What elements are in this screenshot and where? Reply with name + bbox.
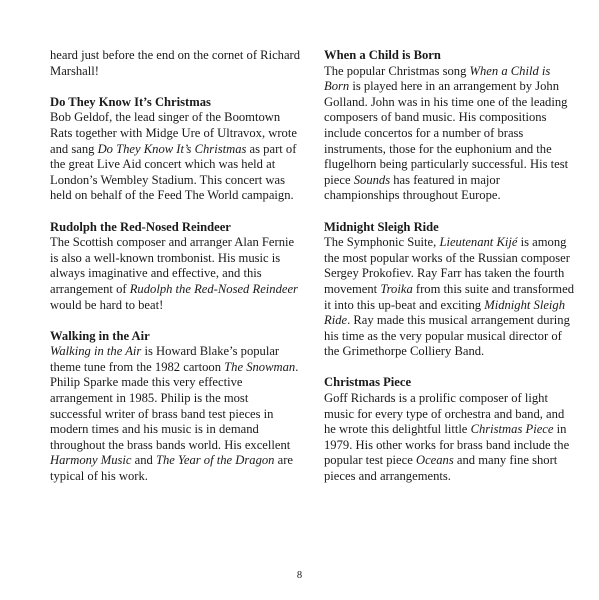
italic-title: Rudolph the Red-Nosed Reindeer — [129, 281, 298, 296]
section-body: Bob Geldof, the lead singer of the Boomtown Rats together with Midge Ure of Ultravox, wrote and sang Do They Know It’s Christmas as part of the great Live Aid concert which was held at London’s Wembley Stadium. This concert was held on behalf of the Feed The World campaign. — [50, 110, 297, 203]
italic-title: Oceans — [415, 453, 454, 468]
italic-title: Sounds — [353, 172, 391, 187]
section-body: Walking in the Air is Howard Blake’s popular theme tune from the 1982 cartoon The Snowman. Philip Sparke made this very effective arrangement in 1985. Philip is the most successful writer of brass band test pieces in modern times and his music is in demand throughout the brass bands world. His excellent Harmony Music and The Year of the Dragon are typical of his work. — [50, 344, 299, 484]
section-heading: Walking in the Air — [50, 328, 150, 343]
section-heading: When a Child is Born — [324, 48, 441, 62]
italic-title: Troika — [380, 281, 413, 296]
italic-title: Walking in the Air — [50, 344, 142, 359]
section-body: The popular Christmas song When a Child is Born is played here in an arrangement by John Golland. John was in his time one of the leading composers of band music. His compositions include concertos for a number of brass instruments, those for the euphonium and the flugelhorn being particularly successful. His test piece Sounds has featured in major championships throughout Europe. — [324, 63, 569, 203]
section-walking-in-the-air — [50, 329, 302, 485]
italic-title: Midnight Sleigh Ride — [324, 297, 566, 328]
section-do-they-know — [50, 95, 302, 204]
italic-title: The Snowman — [224, 359, 296, 374]
section-body: The Scottish composer and arranger Alan Fernie is also a well-known trombonist. His music is always imaginative and effective, and this arrangement of Rudolph the Red-Nosed Reindeer would be hard to beat! — [50, 235, 298, 312]
intro-text: heard just before the end on the cornet of Richard Marshall! — [50, 48, 301, 78]
section-midnight-sleigh-ride — [324, 220, 576, 360]
italic-title: The Year of the Dragon — [155, 453, 275, 468]
italic-title: Lieutenant Kijé — [439, 235, 518, 250]
left-column — [50, 48, 302, 500]
italic-title: Christmas Piece — [470, 422, 554, 437]
right-column — [324, 48, 576, 500]
section-heading: Do They Know It’s Christmas — [50, 94, 211, 109]
italic-title: Harmony Music — [50, 453, 132, 468]
section-heading: Midnight Sleigh Ride — [324, 219, 439, 234]
section-christmas-piece — [324, 375, 576, 484]
section-heading: Rudolph the Red-Nosed Reindeer — [50, 219, 231, 234]
section-when-a-child-is-born — [324, 48, 576, 204]
section-rudolph — [50, 220, 302, 314]
section-body: Goff Richards is a prolific composer of light music for every type of orchestra and band, and he wrote this delightful little Christmas Piece in 1979. His other works for brass band include the popular test piece Oceans and many fine short pieces and arrangements. — [324, 391, 570, 484]
intro-paragraph — [50, 48, 302, 79]
section-heading: Christmas Piece — [324, 375, 412, 390]
italic-title: When a Child is Born — [324, 63, 551, 94]
italic-title: Do They Know It’s Christmas — [97, 141, 247, 156]
page-number: 8 — [296, 570, 303, 581]
section-body: The Symphonic Suite, Lieutenant Kijé is among the most popular works of the Russian composer Sergey Prokofiev. Ray Farr has taken the fourth movement Troika from this suite and transformed it into this up-beat and exciting Midnight Sleigh Ride. Ray made this musical arrangement during his time as the very popular musical director of the Grimethorpe Colliery Band. — [324, 235, 574, 359]
